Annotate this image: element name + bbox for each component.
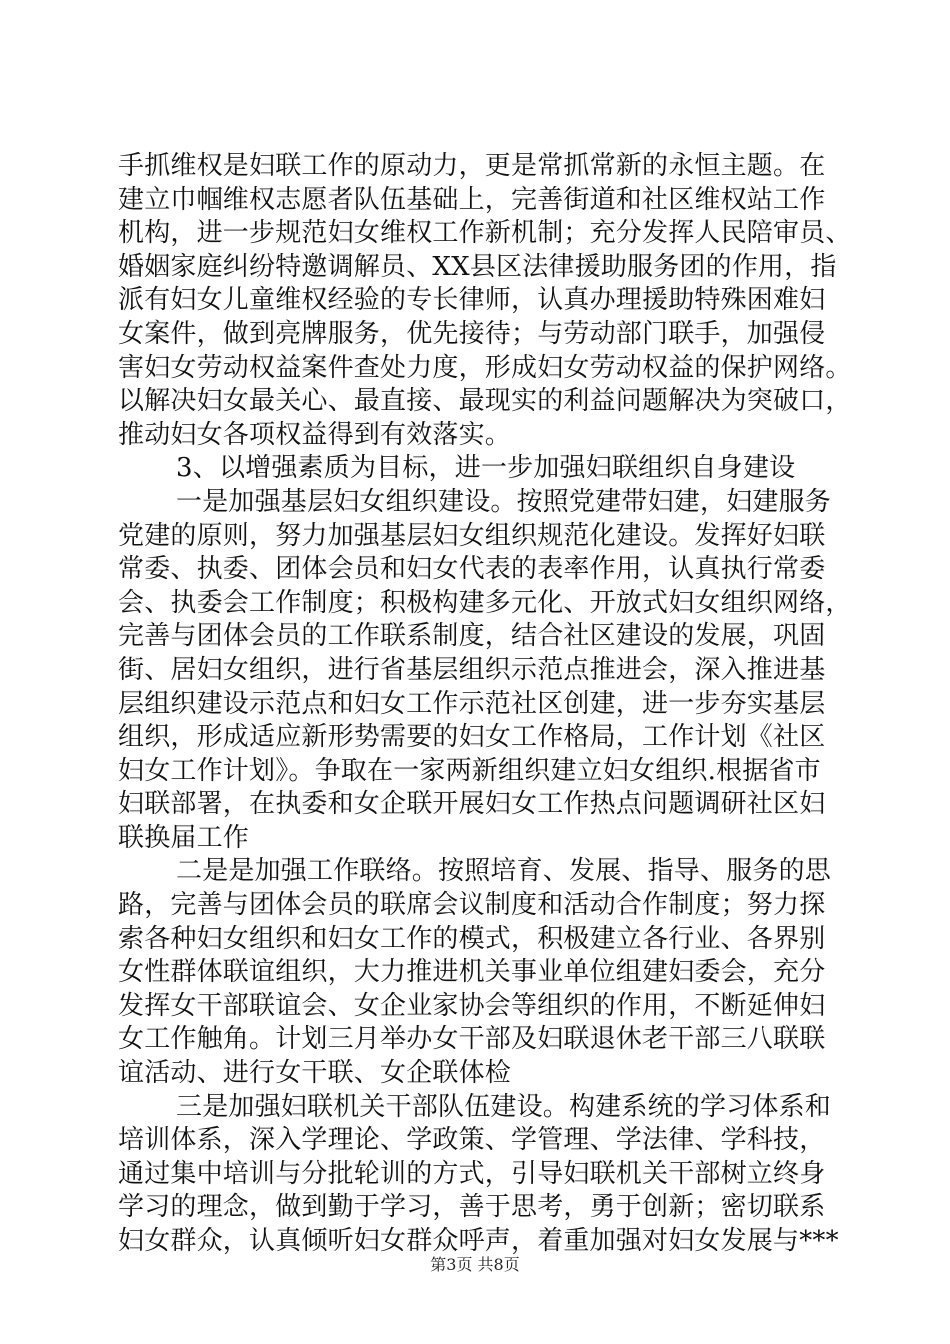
text-line: 层组织建设示范点和妇女工作示范社区创建，进一步夯实基层 bbox=[118, 688, 826, 719]
text-line: 以解决妇女最关心、最直接、最现实的利益问题解决为突破口， bbox=[118, 386, 852, 417]
text-line: 机构，进一步规范妇女维权工作新机制；充分发挥人民陪审员、 bbox=[118, 218, 852, 249]
text-line: 培训体系，深入学理论、学政策、学管理、学法律、学科技， bbox=[118, 1125, 826, 1156]
text-line: 街、居妇女组织，进行省基层组织示范点推进会，深入推进基 bbox=[118, 654, 826, 685]
text-line: 索各种妇女组织和妇女工作的模式，积极建立各行业、各界别 bbox=[118, 923, 826, 954]
text-line: 女案件，做到亮牌服务，优先接待；与劳动部门联手，加强侵 bbox=[118, 318, 826, 349]
paragraph-start: 一是加强基层妇女组织建设。按照党建带妇建，妇建服务 bbox=[176, 486, 832, 517]
text-line: 妇联部署，在执委和女企联开展妇女工作热点问题调研社区妇 bbox=[118, 789, 826, 820]
text-line: 完善与团体会员的工作联系制度，结合社区建设的发展，巩固 bbox=[118, 621, 826, 652]
text-line: 路，完善与团体会员的联席会议制度和活动合作制度；努力探 bbox=[118, 890, 826, 921]
text-line: 女工作触角。计划三月举办女干部及妇联退休老干部三八联联 bbox=[118, 1024, 826, 1055]
text-line: 谊活动、进行女干联、女企联体检 bbox=[118, 1058, 512, 1089]
text-line: 建立巾帼维权志愿者队伍基础上，完善街道和社区维权站工作 bbox=[118, 184, 826, 215]
text-line: 害妇女劳动权益案件查处力度，形成妇女劳动权益的保护网络。 bbox=[118, 352, 852, 383]
paragraph-start: 二是是加强工作联络。按照培育、发展、指导、服务的思 bbox=[176, 856, 832, 887]
text-line: 组织，形成适应新形势需要的妇女工作格局，工作计划《社区 bbox=[118, 722, 826, 753]
text-line: 党建的原则，努力加强基层妇女组织规范化建设。发挥好妇联 bbox=[118, 520, 826, 551]
text-line: 推动妇女各项权益得到有效落实。 bbox=[118, 419, 512, 450]
text-line: 手抓维权是妇联工作的原动力，更是常抓常新的永恒主题。在 bbox=[118, 151, 826, 181]
section-heading: 3、以增强素质为目标，进一步加强妇联组织自身建设 bbox=[176, 453, 796, 484]
text-line: 常委、执委、团体会员和妇女代表的表率作用，认真执行常委 bbox=[118, 554, 826, 585]
text-line: 妇女工作计划》。争取在一家两新组织建立妇女组织.根据省市 bbox=[118, 755, 821, 786]
text-line: 女性群体联谊组织，大力推进机关事业单位组建妇委会，充分 bbox=[118, 957, 826, 988]
text-line: 会、执委会工作制度；积极构建多元化、开放式妇女组织网络， bbox=[118, 587, 852, 618]
paragraph-start: 三是加强妇联机关干部队伍建设。构建系统的学习体系和 bbox=[176, 1091, 832, 1122]
text-line: 派有妇女儿童维权经验的专长律师，认真办理援助特殊困难妇 bbox=[118, 285, 826, 316]
text-line: 联换届工作 bbox=[118, 822, 250, 853]
text-line: 妇女群众，认真倾听妇女群众呼声，着重加强对妇女发展与*** bbox=[118, 1226, 839, 1256]
text-line: 学习的理念，做到勤于学习，善于思考，勇于创新；密切联系 bbox=[118, 1192, 826, 1223]
document-body bbox=[118, 150, 852, 1259]
text-line: 通过集中培训与分批轮训的方式，引导妇联机关干部树立终身 bbox=[118, 1158, 826, 1189]
text-line: 婚姻家庭纠纷特邀调解员、XX县区法律援助服务团的作用，指 bbox=[118, 251, 837, 282]
page-number-footer: 第3页 共8页 bbox=[430, 1255, 520, 1274]
text-line: 发挥女干部联谊会、女企业家协会等组织的作用，不断延伸妇 bbox=[118, 990, 826, 1021]
